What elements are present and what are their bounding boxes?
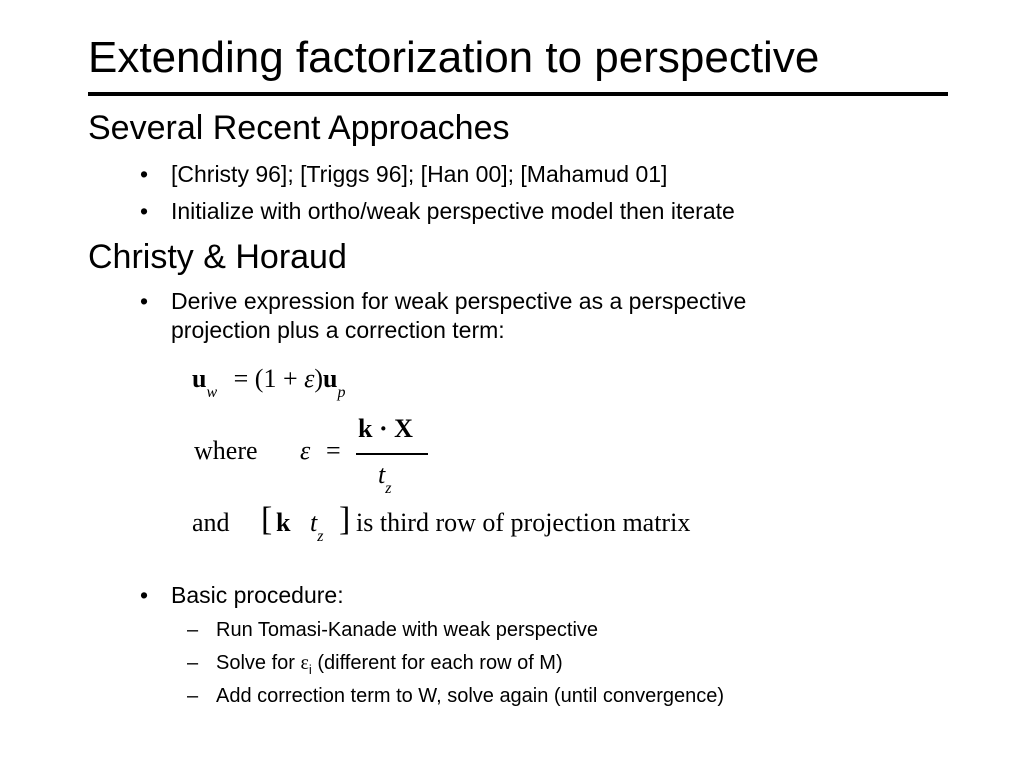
eq-sub-z-2: z — [317, 528, 324, 545]
epsilon-symbol: ε — [300, 652, 309, 674]
eq-third-row-text: is third row of projection matrix — [356, 508, 691, 537]
bullet-text: Basic procedure: — [171, 582, 344, 608]
step-prefix: Solve for — [216, 652, 301, 674]
step-text: Add correction term to W, solve again (until convergence) — [216, 685, 725, 707]
bullet-text: Initialize with ortho/weak perspective model then iterate — [171, 198, 735, 224]
bullet-dot: • — [140, 161, 149, 187]
eq-equals: = — [326, 436, 341, 465]
eq-u-symbol-2: u — [323, 364, 338, 393]
eq-open-bracket: [ — [261, 501, 273, 538]
slide-title: Extending factorization to perspective — [88, 33, 820, 82]
eq-epsilon-2: ε — [300, 436, 311, 465]
bullet-dot: • — [140, 198, 149, 224]
eq-t-symbol: t — [378, 460, 386, 489]
eq-close-paren: ) — [314, 364, 324, 393]
step-text — [216, 650, 563, 683]
bullet-text: Derive expression for weak perspective as a perspective — [171, 288, 747, 314]
bullet-text: [Christy 96]; [Triggs 96]; [Han 00]; [Mahamud 01] — [171, 161, 668, 187]
dash-marker: – — [187, 652, 199, 674]
bullet-dot: • — [140, 582, 149, 608]
title-divider — [88, 92, 948, 96]
eq-sub-p: p — [337, 384, 346, 401]
equation-and-label: and — [192, 508, 230, 537]
equation-weak-perspective — [192, 364, 346, 401]
fraction-bar — [356, 453, 428, 455]
epsilon-sub-i: i — [308, 662, 312, 677]
bullet-dot: • — [140, 288, 149, 314]
bullet-text: projection plus a correction term: — [171, 317, 505, 343]
eq-tz — [310, 508, 324, 545]
eq-equals-open: = (1 + — [233, 364, 305, 393]
eq-sub-w: w — [206, 384, 218, 401]
eq-sub-z: z — [385, 480, 392, 497]
eq-k-symbol: k — [276, 508, 291, 537]
eq-denominator — [378, 460, 392, 497]
step-text: Run Tomasi-Kanade with weak perspective — [216, 619, 599, 641]
step-suffix: (different for each row of M) — [311, 652, 563, 674]
eq-numerator: k · X — [358, 414, 413, 443]
eq-epsilon: ε — [304, 364, 315, 393]
section-heading-christy-horaud: Christy & Horaud — [88, 238, 347, 276]
eq-t-symbol-2: t — [310, 508, 318, 537]
dash-marker: – — [187, 619, 199, 641]
eq-u-symbol: u — [192, 364, 207, 393]
equation-where-label: where — [194, 436, 258, 465]
section-heading-approaches: Several Recent Approaches — [88, 109, 510, 147]
eq-close-bracket: ] — [339, 501, 351, 538]
dash-marker: – — [187, 685, 199, 707]
